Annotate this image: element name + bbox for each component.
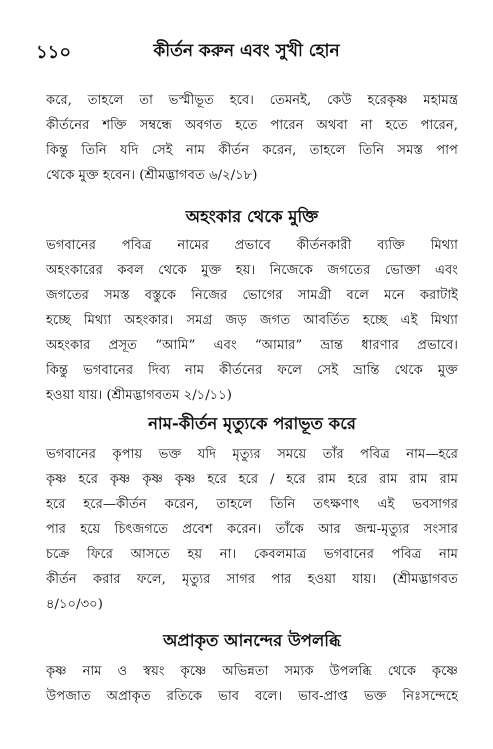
section-heading-container bbox=[46, 411, 458, 437]
section-heading-transcendental-bliss: অপ্রাকৃত আনন্দের উপলব্ধি bbox=[163, 631, 341, 650]
text-line: কিন্তু তিনি যদি সেই নাম কীর্তন করেন, তাহলে তিনি সমস্ত পাপ bbox=[46, 143, 458, 158]
text-line: অহংকার প্রসূত “আমি” এবং “আমার” ভ্রান্ত ধারণার প্রভাবে। bbox=[46, 338, 458, 353]
page-header bbox=[26, 38, 467, 62]
page-number: ১১০ bbox=[36, 42, 72, 63]
text-line: কিন্তু ভগবানের দিব্য নাম কীর্তনের ফলে সেই ভ্রান্তি থেকে মুক্ত bbox=[46, 363, 458, 378]
section-heading-death: নাম-কীর্তন মৃত্যুকে পরাভূত করে bbox=[148, 414, 356, 433]
paragraph-transcendental-bliss bbox=[46, 659, 458, 709]
text-line: পার হয়ে চিৎজগতে প্রবেশ করেন। তাঁকে আর জন্ম-মৃত্যুর সংসার bbox=[46, 522, 458, 537]
text-line: কীর্তন করার ফলে, মৃত্যুর সাগর পার হওয়া যায়। (শ্রীমদ্ভাগবত bbox=[46, 572, 458, 587]
text-line: ভগবানের পবিত্র নামের প্রভাবে কীর্তনকারী ব্যক্তি মিথ্যা bbox=[46, 238, 458, 253]
section-heading-container bbox=[46, 204, 458, 230]
text-line: উপজাত অপ্রাকৃত রতিকে ভাব বলে। ভাব-প্রাপ্ত ভক্ত নিঃসন্দেহে bbox=[46, 689, 458, 704]
text-line: অহংকারের কবল থেকে মুক্ত হয়। নিজেকে জগতের ভোক্তা এবং bbox=[46, 263, 458, 278]
text-line: কীর্তনের শক্তি সম্বন্ধে অবগত হতে পারেন অথবা না হতে পারেন, bbox=[46, 118, 458, 133]
section-heading-ego: অহংকার থেকে মুক্তি bbox=[185, 207, 319, 226]
text-line: হচ্ছে মিথ্যা অহংকার। সমগ্র জড় জগত আবর্তিত হচ্ছে এই মিথ্যা bbox=[46, 313, 458, 328]
text-line: ৪/১০/৩০) bbox=[46, 597, 103, 612]
text-line: থেকে মুক্ত হবেন। (শ্রীমদ্ভাগবত ৬/২/১৮) bbox=[46, 168, 258, 183]
text-line: কৃষ্ণ হরে কৃষ্ণ কৃষ্ণ কৃষ্ণ হরে হরে / হরে রাম হরে রাম রাম রাম bbox=[46, 472, 458, 487]
text-line: চক্রে ফিরে আসতে হয় না। কেবলমাত্র ভগবানের পবিত্র নাম bbox=[46, 547, 458, 562]
running-title: কীর্তন করুন এবং সুখী হোন bbox=[153, 41, 340, 61]
paragraph-freedom-from-ego bbox=[46, 233, 458, 408]
text-line: করে, তাহলে তা ভস্মীভূত হবে। তেমনই, কেউ হরেকৃষ্ণ মহামন্ত্র bbox=[46, 93, 458, 108]
section-heading-container bbox=[46, 628, 458, 654]
intro-paragraph bbox=[46, 88, 458, 188]
text-line: জগতের সমস্ত বস্তুকে নিজের ভোগের সামগ্রী বলে মনে করাটাই bbox=[46, 288, 458, 303]
text-line: ভগবানের কৃপায় ভক্ত যদি মৃত্যুর সময়ে তাঁর পবিত্র নাম—হরে bbox=[46, 447, 458, 462]
text-line: কৃষ্ণ নাম ও স্বয়ং কৃষ্ণে অভিন্নতা সম্যক উপলব্ধি থেকে কৃষ্ণে bbox=[46, 664, 458, 679]
paragraph-conquering-death bbox=[46, 442, 458, 617]
text-line: হরে হরে—কীর্তন করেন, তাহলে তিনি তৎক্ষণাৎ এই ভবসাগর bbox=[46, 497, 458, 512]
text-line: হওয়া যায়। (শ্রীমদ্ভাগবতম ২/১/১১) bbox=[46, 388, 232, 403]
